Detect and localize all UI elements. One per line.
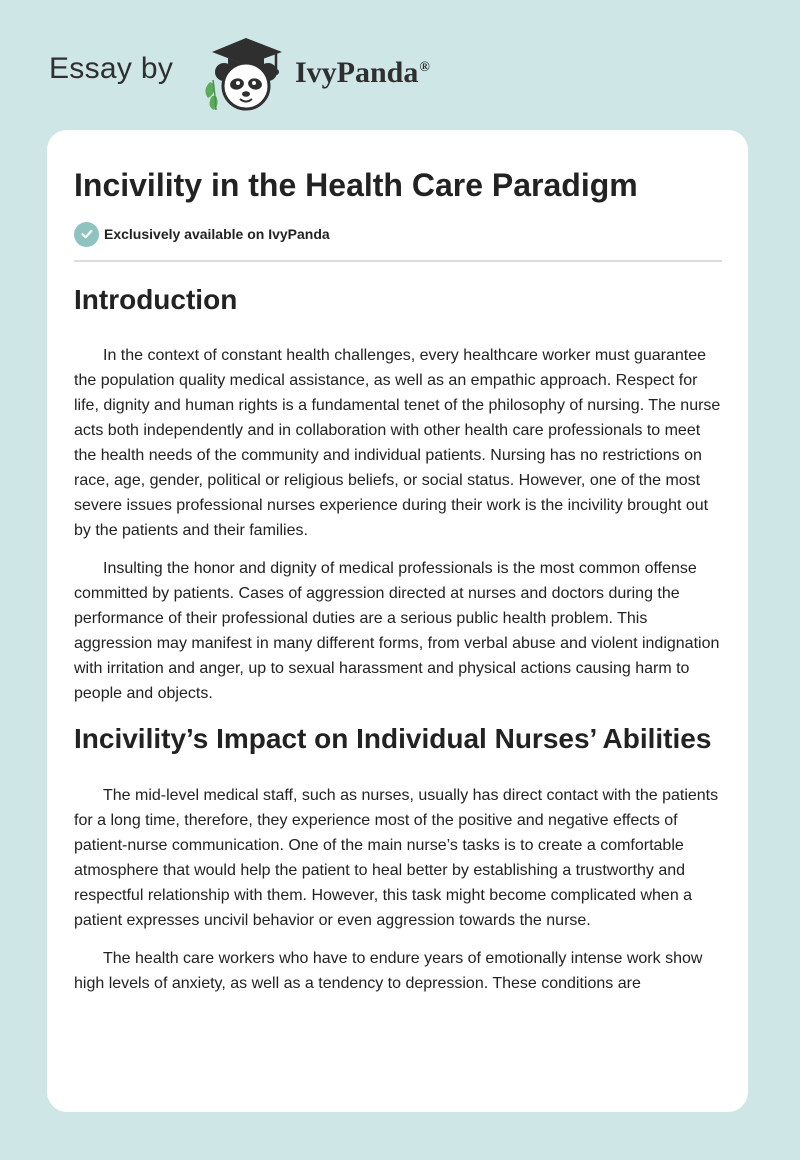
panda-graduate-icon[interactable] xyxy=(200,32,292,112)
exclusive-label: Exclusively available on IvyPanda xyxy=(104,226,330,242)
paragraph: In the context of constant health challenges, every healthcare worker must guarantee the population quality medical assistance, as well as an empathic approach. Respect for life, dignity and human rights is a fundamental tenet of the philosophy of nursing. The nurse acts both independently and in collaboration with other health care professionals to meet the health needs of the community and individual patients. Nursing has no restrictions on race, age, gender, political or religious beliefs, or social status. However, one of the most severe issues professional nurses experience during their work is the incivility brought out by the patients and their families. xyxy=(74,347,721,539)
essay-body xyxy=(74,280,726,996)
essay-by-label: Essay by xyxy=(49,52,174,85)
section-heading-impact: Incivility’s Impact on Individual Nurses’ Abilities xyxy=(74,723,712,754)
paragraph: Insulting the honor and dignity of medical professionals is the most common offense committed by patients. Cases of aggression directed at nurses and doctors during the performance of their professional duties are a serious public health problem. This aggression may manifest in many different forms, from verbal abuse and violent indignation with irritation and anger, up to sexual harassment and physical actions causing harm to people and objects. xyxy=(74,560,720,702)
paragraph: The health care workers who have to endure years of emotionally intense work show high levels of anxiety, as well as a tendency to depression. These conditions are xyxy=(74,950,703,992)
site-header xyxy=(0,0,800,130)
ivypanda-brand-name[interactable] xyxy=(295,56,430,90)
title-divider xyxy=(74,260,722,262)
registered-mark: ® xyxy=(419,60,430,75)
page-title: Incivility in the Health Care Paradigm xyxy=(74,167,638,203)
section-heading-introduction: Introduction xyxy=(74,284,238,315)
paragraph: The mid-level medical staff, such as nurses, usually has direct contact with the patients for a long time, therefore, they experience most of the positive and negative effects of patient-nurse communication. One of the main nurse’s tasks is to create a comfortable atmosphere that would help the patient to heal better by establishing a trustworthy and respectful relationship with them. However, this task might become complicated when a patient expresses uncivil behavior or even aggression towards the nurse. xyxy=(74,787,719,929)
check-circle-icon xyxy=(74,222,99,247)
brand-name-text: IvyPanda xyxy=(295,56,419,89)
exclusive-badge xyxy=(74,221,330,247)
essay-card xyxy=(47,130,748,1112)
